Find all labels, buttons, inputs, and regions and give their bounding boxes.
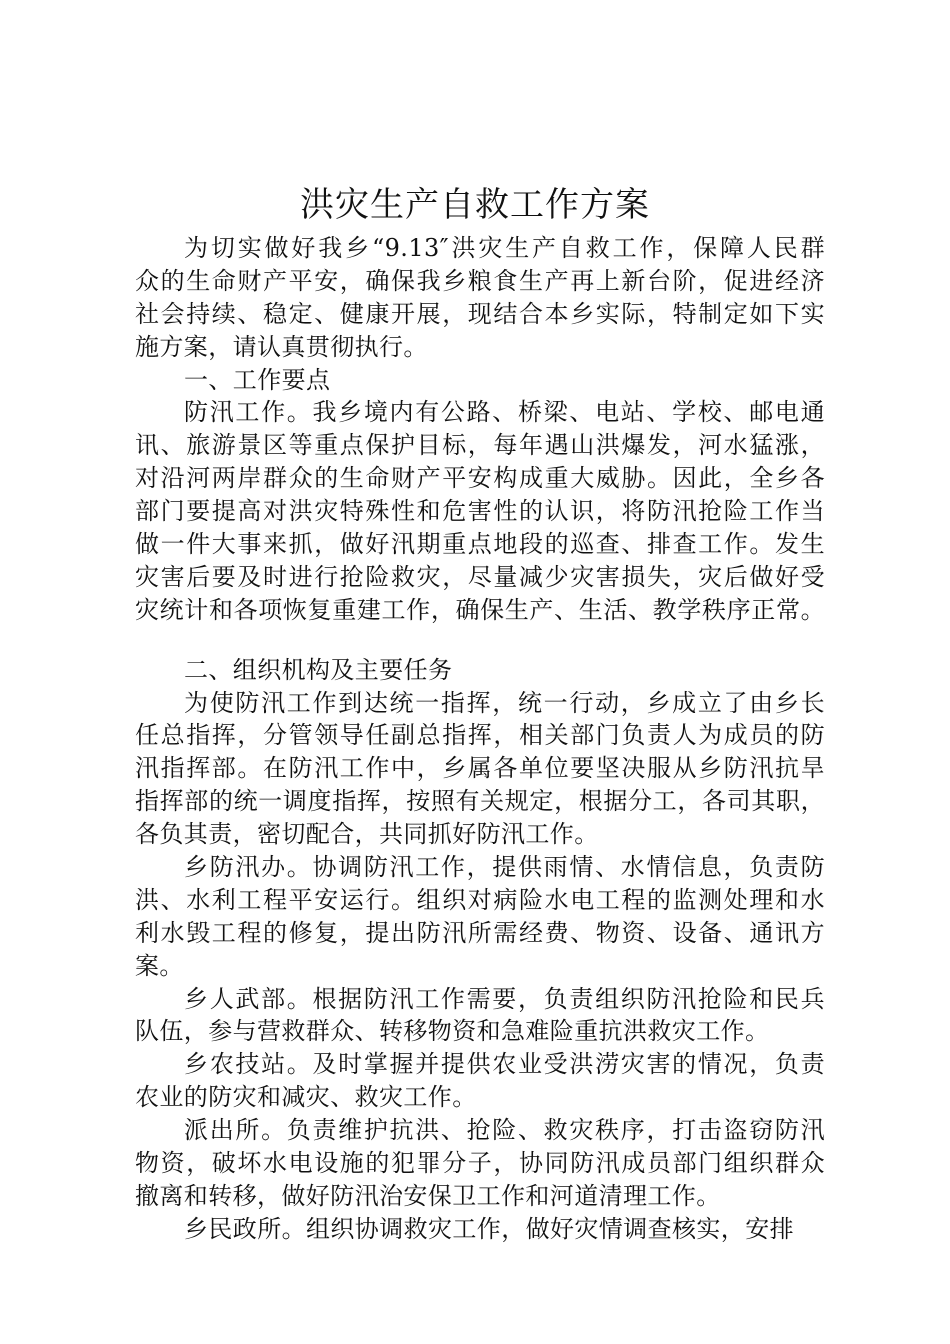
text-line: 为使防汛工作到达统一指挥，统一行动，乡成立了由乡长: [184, 688, 825, 717]
text-line: 案。: [135, 951, 184, 980]
text-line: 乡农技站。及时掌握并提供农业受洪涝灾害的情况，负责: [184, 1050, 825, 1079]
text-line: 社会持续、稳定、健康开展，现结合本乡实际，特制定如下实: [135, 299, 825, 328]
document-body: [135, 232, 825, 1246]
text-line: 物资，破坏水电设施的犯罪分子，协同防汛成员部门组织群众: [135, 1149, 825, 1178]
text-line: 一、工作要点: [184, 365, 331, 394]
text-line: 利水毁工程的修复，提出防汛所需经费、物资、设备、通讯方: [135, 918, 825, 947]
text-line: 指挥部的统一调度指挥，按照有关规定，根据分工，各司其职，: [135, 787, 825, 816]
text-line: 对沿河两岸群众的生命财产平安构成重大威胁。因此，全乡各: [135, 464, 825, 493]
paragraph: [135, 396, 825, 626]
text-line: 乡防汛办。协调防汛工作，提供雨情、水情信息，负责防: [184, 853, 825, 882]
text-line: 乡人武部。根据防汛工作需要，负责组织防汛抢险和民兵: [184, 984, 825, 1013]
text-line: 汛指挥部。在防汛工作中，乡属各单位要坚决服从乡防汛抗旱: [135, 754, 825, 783]
text-line: 派出所。负责维护抗洪、抢险、救灾秩序，打击盗窃防汛: [184, 1116, 825, 1145]
paragraph: [135, 1048, 825, 1114]
paragraph: [135, 851, 825, 983]
text-line: 施方案，请认真贯彻执行。: [135, 332, 428, 361]
text-line: 做一件大事来抓，做好汛期重点地段的巡查、排查工作。发生: [135, 530, 825, 559]
text-line: 农业的防灾和减灾、救灾工作。: [135, 1083, 477, 1112]
text-line: 众的生命财产平安，确保我乡粮食生产再上新台阶，促进经济: [135, 266, 825, 295]
paragraph: [135, 654, 825, 687]
text-line: 各负其责，密切配合，共同抓好防汛工作。: [135, 820, 599, 849]
paragraph: [135, 1114, 825, 1213]
text-line: 撤离和转移，做好防汛治安保卫工作和河道清理工作。: [135, 1181, 721, 1210]
text-line: 灾统计和各项恢复重建工作，确保生产、生活、教学秩序正常。: [135, 595, 825, 624]
paragraph: [135, 687, 825, 851]
paragraph-gap: [135, 627, 825, 654]
text-line: 乡民政所。组织协调救灾工作，做好灾情调查核实，安排: [184, 1214, 794, 1243]
text-line: 防汛工作。我乡境内有公路、桥梁、电站、学校、邮电通: [184, 398, 825, 427]
text-line: 队伍，参与营救群众、转移物资和急难险重抗洪救灾工作。: [135, 1017, 770, 1046]
text-line: 部门要提高对洪灾特殊性和危害性的认识，将防汛抢险工作当: [135, 497, 825, 526]
text-line: 讯、旅游景区等重点保护目标，每年遇山洪爆发，河水猛涨，: [135, 431, 825, 460]
text-line: 洪、水利工程平安运行。组织对病险水电工程的监测处理和水: [135, 885, 825, 914]
text-line: 灾害后要及时进行抢险救灾，尽量减少灾害损失，灾后做好受: [135, 562, 825, 591]
paragraph: [135, 983, 825, 1049]
document-title: 洪灾生产自救工作方案: [300, 185, 650, 225]
text-line: 二、组织机构及主要任务: [184, 655, 453, 684]
text-line: 为切实做好我乡“9.13″洪灾生产自救工作，保障人民群: [184, 234, 825, 262]
paragraph: [135, 364, 825, 397]
paragraph: [135, 232, 825, 364]
paragraph: [135, 1213, 825, 1246]
text-line: 任总指挥，分管领导任副总指挥，相关部门负责人为成员的防: [135, 721, 825, 750]
